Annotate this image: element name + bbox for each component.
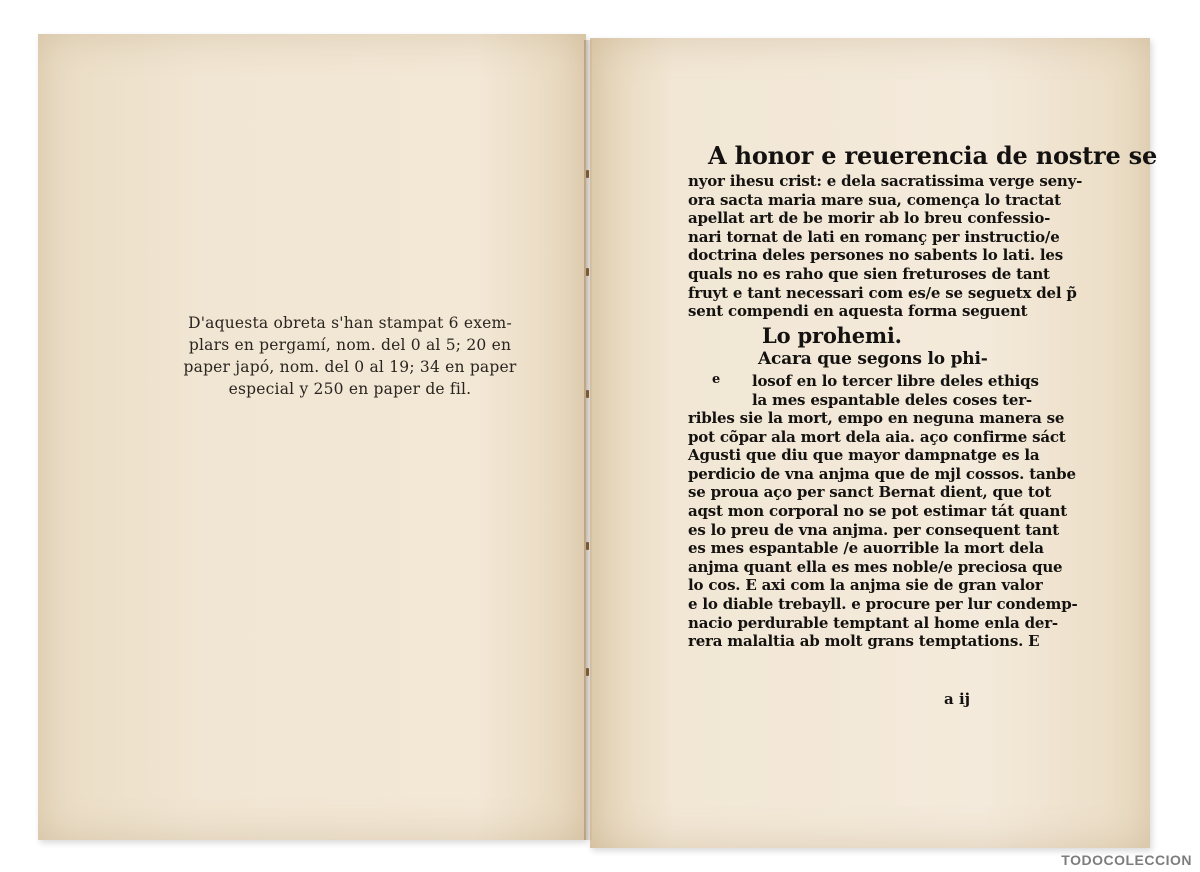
colophon-line: paper japó, nom. del 0 al 19; 34 en paper (183, 358, 517, 376)
text-line: lo cos. E axi com la anjma sie de gran valor (688, 576, 1043, 595)
text-line: aqst mon corporal no se pot estimar tát quant (688, 501, 1067, 520)
binding-stitch (586, 170, 589, 178)
colophon-line: plars en pergamí, nom. del 0 al 5; 20 en (188, 336, 512, 354)
body-paragraph (688, 409, 1078, 651)
text-line: ora sacta maria mare sua, comença lo tractat (688, 190, 1061, 209)
text-line: losof en lo tercer libre deles ethiqs (752, 372, 1039, 390)
book-gutter (584, 40, 592, 840)
section-title: Lo prohemi. (762, 323, 902, 348)
text-line: sent compendi en aquesta forma seguent (688, 302, 1028, 321)
text-line: nacio perdurable temptant al home enla der- (688, 613, 1058, 632)
initial-guide-letter: e (712, 372, 721, 387)
text-line: nyor ihesu crist: e dela sacratissima verge seny- (688, 172, 1083, 190)
text-line: ribles sie la mort, empo en neguna manera se (688, 409, 1065, 427)
text-line: se proua aço per sanct Bernat dient, que tot (688, 483, 1052, 502)
text-line: anjma quant ella es mes noble/e preciosa que (688, 557, 1063, 576)
text-line: es lo preu de vna anjma. per consequent tant (688, 520, 1059, 539)
text-line: la mes espantable deles coses ter- (752, 390, 1032, 409)
colophon-text (180, 312, 520, 400)
text-line: nari tornat de lati en romanç per instructio/e (688, 227, 1060, 246)
binding-stitch (586, 390, 589, 398)
watermark-text: TODOCOLECCION (1061, 852, 1192, 868)
text-line: fruyt e tant necessari com es/e se seguetx del p̃ (688, 283, 1077, 302)
text-line: pot cõpar ala mort dela aia. aço confirme sáct (688, 427, 1066, 446)
body-indented (752, 372, 1039, 409)
binding-stitch (586, 268, 589, 276)
colophon-line: especial y 250 en paper de fil. (228, 380, 472, 398)
text-line: apellat art de be morir ab lo breu confessio- (688, 209, 1051, 228)
colophon-line: D'aquesta obreta s'han stampat 6 exem- (188, 314, 512, 332)
text-line: rera malaltia ab molt grans temptations. E (688, 632, 1040, 651)
intro-paragraph (688, 172, 1082, 321)
page-heading: A honor e reuerencia de nostre se (708, 141, 1158, 170)
binding-stitch (586, 668, 589, 676)
text-line: e lo diable trebayll. e procure per lur condemp- (688, 594, 1078, 613)
text-line: quals no es raho que sien freturoses de tant (688, 264, 1050, 283)
text-line: es mes espantable /e auorrible la mort dela (688, 539, 1044, 558)
chapter-first-line: Acara que segons lo phi- (758, 349, 988, 369)
text-line: doctrina deles persones no sabents lo lati. les (688, 246, 1063, 265)
text-line: Agusti que diu que mayor dampnatge es la (688, 446, 1040, 465)
signature-mark: a ij (944, 690, 971, 708)
left-page (38, 34, 586, 840)
text-line: perdicio de vna anjma que de mjl cossos. tanbe (688, 464, 1076, 483)
binding-stitch (586, 542, 589, 550)
